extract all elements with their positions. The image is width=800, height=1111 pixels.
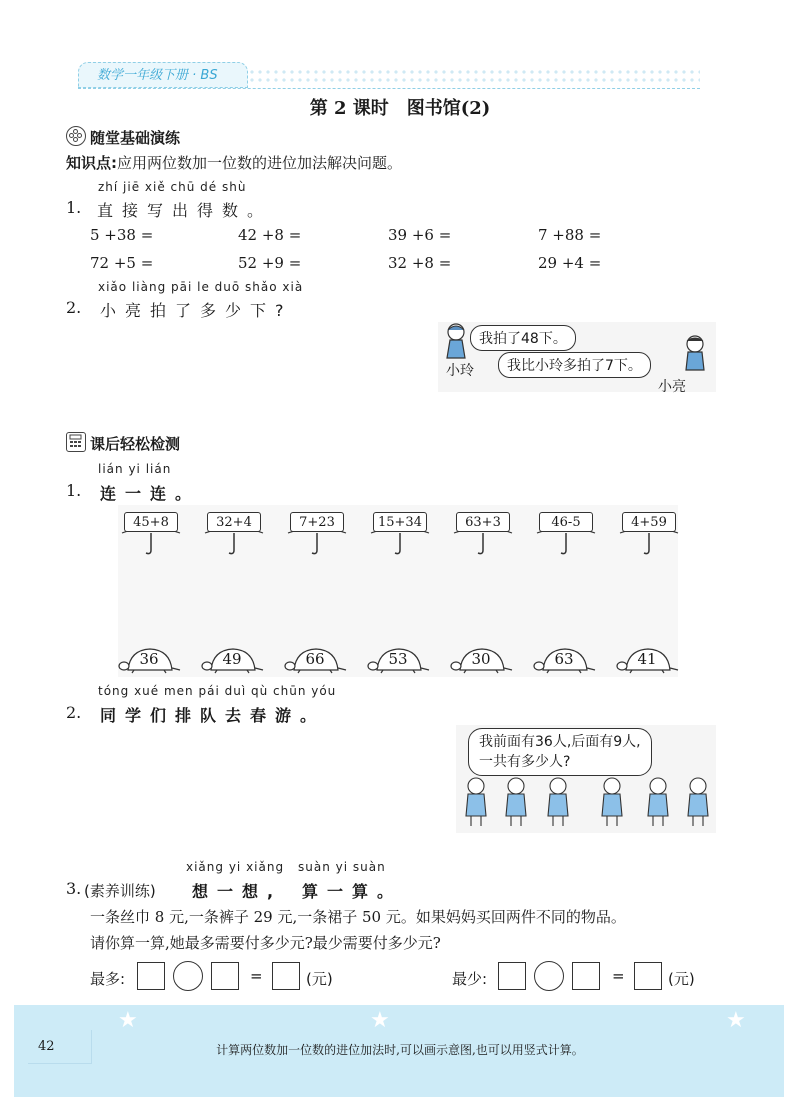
umbrella-expression: 45+8 <box>124 512 178 532</box>
bubble-line: 我前面有36人,后面有9人, <box>479 734 641 750</box>
s2q2-text: 同学们排队去春游。 <box>100 706 326 725</box>
girl-icon <box>440 322 474 362</box>
umbrella-card[interactable] <box>286 510 348 556</box>
q1-pinyin: zhí jiē xiě chū dé shù <box>98 180 247 194</box>
s2q3-text-2: 算一算。 <box>302 882 403 901</box>
star-icon: ★ <box>370 1008 390 1033</box>
kid-label-xiaoling: 小玲 <box>446 363 474 379</box>
page-title: 第 2 课时 图书馆(2) <box>309 98 491 119</box>
equals-sign: = <box>612 967 625 985</box>
speech-bubble-xiaoliang: 我比小玲多拍了7下。 <box>498 352 651 378</box>
bubble-line: 一共有多少人? <box>479 754 571 770</box>
s2q3-text-1: 想一想, <box>192 882 283 901</box>
equation: 32 +8 = <box>388 254 452 272</box>
s2q3-number: 3. <box>66 879 82 898</box>
calculator-icon <box>66 432 86 452</box>
knowledge-label: 知识点: <box>66 154 117 172</box>
kid-label-xiaoliang: 小亮 <box>658 379 686 395</box>
speech-bubble-queue <box>468 728 652 776</box>
equation: 39 +6 = <box>388 226 452 244</box>
turtle-card[interactable] <box>367 646 431 674</box>
star-icon: ★ <box>726 1008 746 1033</box>
q1-text: 直接写出得数。 <box>97 201 273 220</box>
answer-box[interactable] <box>498 962 526 990</box>
umbrella-card[interactable] <box>120 510 182 556</box>
film-reel-icon <box>66 126 86 146</box>
turtle-card[interactable] <box>616 646 680 674</box>
q2-text: 小亮拍了多少下? <box>100 301 293 320</box>
unit-label: (元) <box>668 970 695 988</box>
s2q1-number: 1. <box>66 481 82 500</box>
turtle-number: 63 <box>554 650 574 668</box>
equation: 5 +38 = <box>90 226 154 244</box>
s2q3-tag: (素养训练) <box>84 882 156 900</box>
umbrella-expression: 46-5 <box>539 512 593 532</box>
s2q3-pinyin-1: xiǎng yi xiǎng <box>186 860 285 874</box>
page-number: 42 <box>28 1030 92 1064</box>
header-decoration <box>240 68 700 84</box>
children-queue-icon <box>462 776 712 828</box>
s2q2-pinyin: tóng xué men pái duì qù chūn yóu <box>98 684 337 698</box>
turtle-card[interactable] <box>118 646 182 674</box>
umbrella-card[interactable] <box>203 510 265 556</box>
equation: 7 +88 = <box>538 226 602 244</box>
header-divider <box>78 88 700 89</box>
turtle-number: 30 <box>471 650 491 668</box>
turtle-number: 53 <box>388 650 408 668</box>
section-title-practice: 随堂基础演练 <box>90 129 181 147</box>
equation: 52 +9 = <box>238 254 302 272</box>
q2-pinyin: xiǎo liàng pāi le duō shǎo xià <box>98 280 304 294</box>
max-label: 最多: <box>90 970 126 988</box>
answer-box[interactable] <box>272 962 300 990</box>
answer-box[interactable] <box>634 962 662 990</box>
book-tab: 数学一年级下册 · BS <box>78 62 248 88</box>
turtle-number: 36 <box>139 650 159 668</box>
boy-icon <box>678 334 712 374</box>
s2q2-number: 2. <box>66 703 82 722</box>
answer-box[interactable] <box>572 962 600 990</box>
unit-label: (元) <box>306 970 333 988</box>
turtle-number: 66 <box>305 650 325 668</box>
q2-number: 2. <box>66 298 82 317</box>
knowledge-text: 应用两位数加一位数的进位加法解决问题。 <box>117 154 403 172</box>
equals-sign: = <box>250 967 263 985</box>
answer-box[interactable] <box>211 962 239 990</box>
s2q1-text: 连一连。 <box>100 484 201 503</box>
umbrella-expression: 15+34 <box>373 512 427 532</box>
umbrella-expression: 32+4 <box>207 512 261 532</box>
section-title-homework: 课后轻松检测 <box>90 435 181 453</box>
operator-circle[interactable] <box>534 961 564 991</box>
problem-line: 请你算一算,她最多需要付多少元?最少需要付多少元? <box>90 934 441 952</box>
umbrella-card[interactable] <box>618 510 680 556</box>
umbrella-card[interactable] <box>369 510 431 556</box>
umbrella-expression: 7+23 <box>290 512 344 532</box>
umbrella-expression: 4+59 <box>622 512 676 532</box>
equation: 72 +5 = <box>90 254 154 272</box>
s2q1-pinyin: lián yi lián <box>98 462 172 476</box>
turtle-number: 41 <box>637 650 657 668</box>
q1-number: 1. <box>66 198 82 217</box>
problem-line: 一条丝巾 8 元,一条裤子 29 元,一条裙子 50 元。如果妈妈买回两件不同的物品。 <box>90 908 626 926</box>
knowledge-point <box>66 152 402 173</box>
turtle-number: 49 <box>222 650 242 668</box>
turtle-card[interactable] <box>533 646 597 674</box>
min-label: 最少: <box>452 970 488 988</box>
equation: 42 +8 = <box>238 226 302 244</box>
star-icon: ★ <box>118 1008 138 1033</box>
footer-tip: 计算两位数加一位数的进位加法时,可以画示意图,也可以用竖式计算。 <box>216 1043 584 1057</box>
umbrella-card[interactable] <box>452 510 514 556</box>
speech-bubble-xiaoling: 我拍了48下。 <box>470 325 576 351</box>
umbrella-expression: 63+3 <box>456 512 510 532</box>
answer-box[interactable] <box>137 962 165 990</box>
equation: 29 +4 = <box>538 254 602 272</box>
umbrella-card[interactable] <box>535 510 597 556</box>
turtle-card[interactable] <box>284 646 348 674</box>
operator-circle[interactable] <box>173 961 203 991</box>
s2q3-pinyin-2: suàn yi suàn <box>298 860 386 874</box>
turtle-card[interactable] <box>450 646 514 674</box>
turtle-card[interactable] <box>201 646 265 674</box>
